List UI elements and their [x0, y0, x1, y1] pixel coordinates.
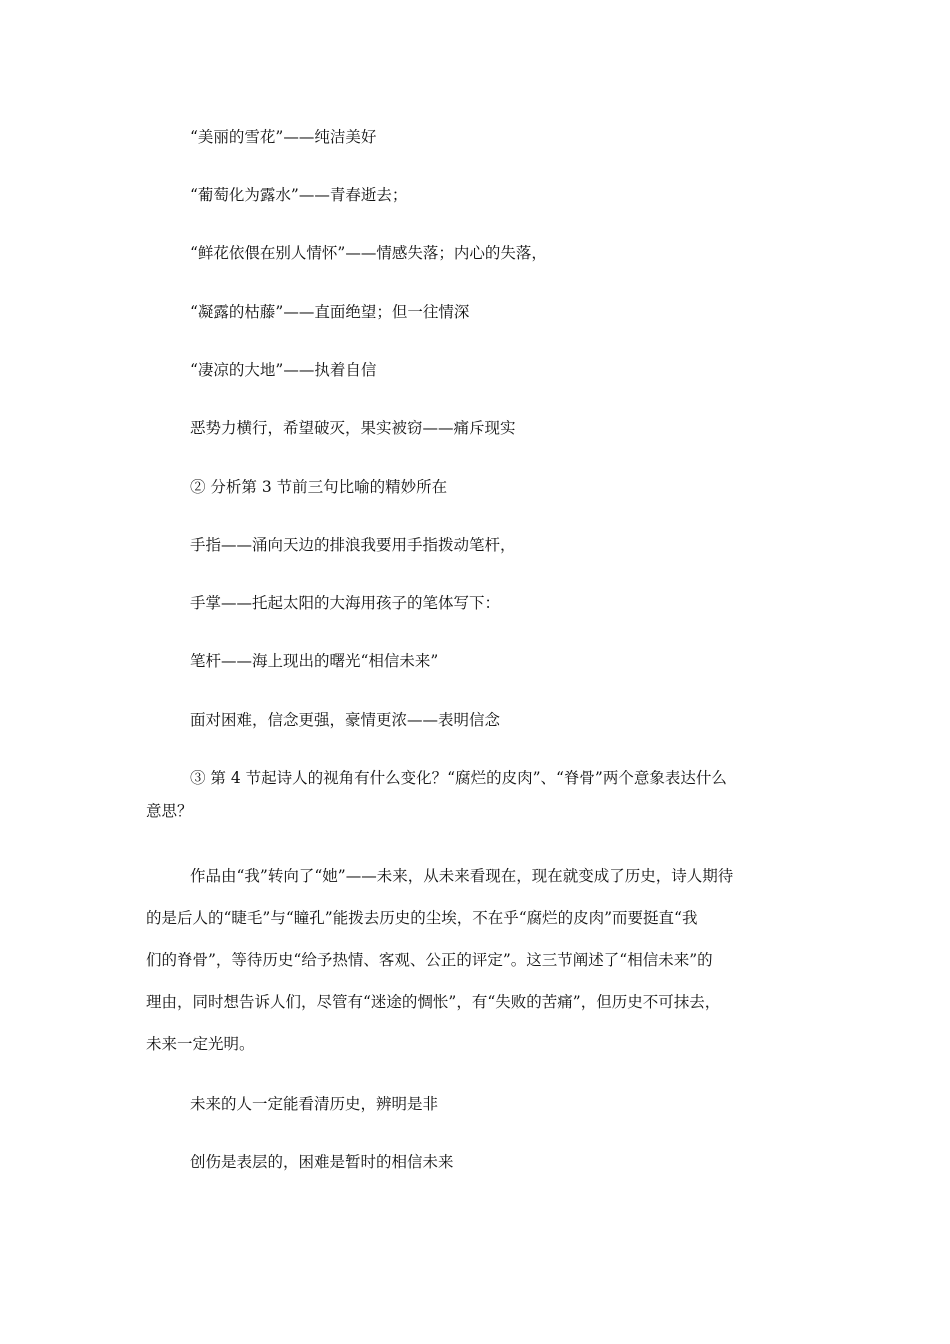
answer-row: 作品由“我”转向了“她”——未来，从未来看现在，现在就变成了历史，诗人期待	[190, 867, 734, 885]
text-line: “凝露的枯藤”——直面绝望；但一往情深	[190, 303, 470, 321]
text-line: 恶势力横行，希望破灭，果实被窃——痛斥现实	[190, 419, 516, 437]
answer-row: 的是后人的“睫毛”与“瞳孔”能拨去历史的尘埃，不在乎“腐烂的皮肉”而要挺直“我	[146, 909, 698, 927]
question-2: ② 分析第 3 节前三句比喻的精妙所在	[190, 478, 448, 496]
text-line: 笔杆——海上现出的曙光“相信未来”	[190, 652, 439, 670]
question-3	[146, 768, 806, 821]
answer-row: 理由，同时想告诉人们，尽管有“迷途的惆怅”，有“失败的苦痛”，但历史不可抹去，	[146, 993, 721, 1011]
text-line: “美丽的雪花”——纯洁美好	[190, 128, 377, 146]
text-line: 未来的人一定能看清历史，辨明是非	[190, 1095, 439, 1113]
text-line: “凄凉的大地”——执着自信	[190, 361, 377, 379]
text-line: 创伤是表层的，困难是暂时的相信未来	[190, 1153, 454, 1171]
text-line: 面对困难，信念更强，豪情更浓——表明信念	[190, 711, 501, 729]
text-line: “葡萄化为露水”——青春逝去；	[190, 186, 408, 204]
question-3-row: ③ 第 4 节起诗人的视角有什么变化？“腐烂的皮肉”、“脊骨”两个意象表达什么	[190, 769, 727, 787]
answer-row: 们的脊骨”，等待历史“给予热情、客观、公正的评定”。这三节阐述了“相信未来”的	[146, 951, 713, 969]
text-line: 手指——涌向天边的排浪我要用手指拨动笔杆，	[190, 536, 516, 554]
answer-row: 未来一定光明。	[146, 1035, 255, 1053]
answer-paragraph	[146, 866, 806, 1054]
text-line: “鲜花依偎在别人情怀”——情感失落；内心的失落，	[190, 244, 547, 262]
text-line: 手掌——托起太阳的大海用孩子的笔体写下：	[190, 594, 501, 612]
question-3-row: 意思？	[146, 802, 193, 820]
